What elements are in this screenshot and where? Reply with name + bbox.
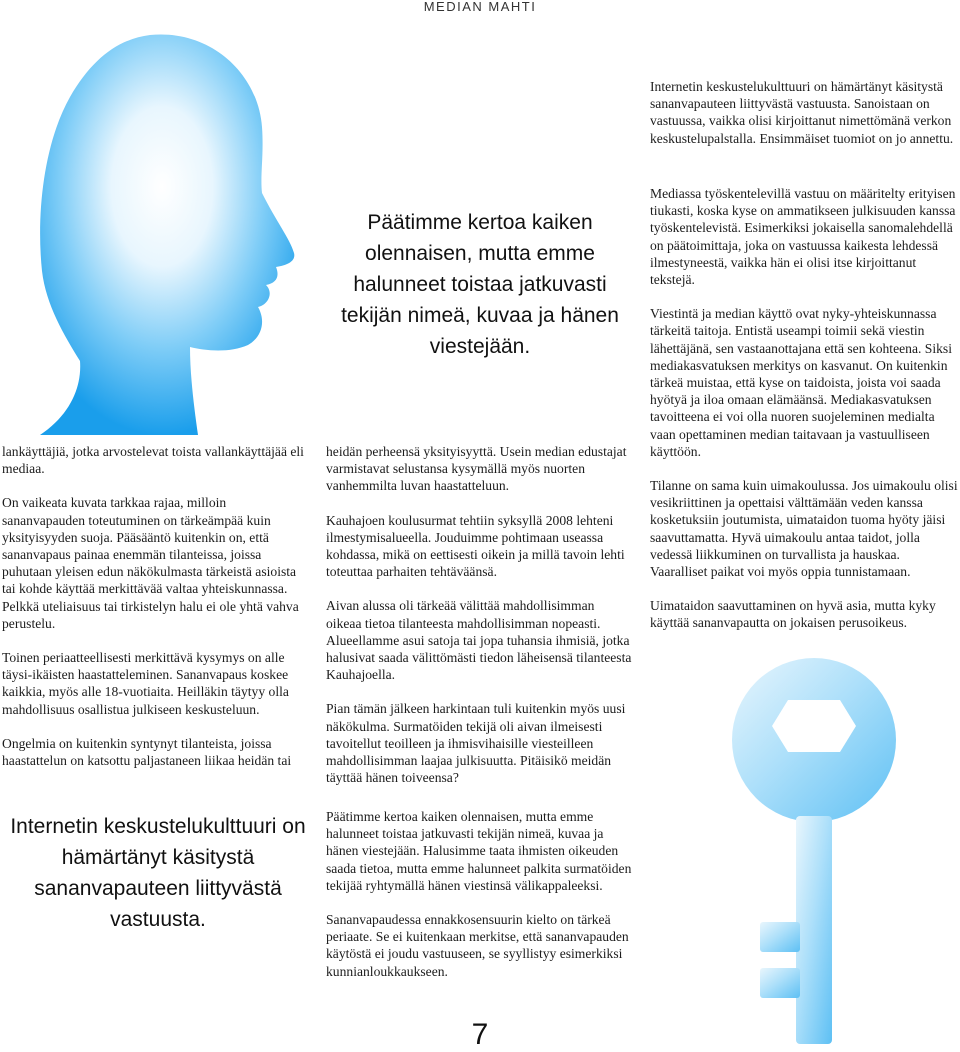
text-column-right-top	[650, 78, 955, 164]
page-number: 7	[471, 1018, 489, 1051]
paragraph: Pian tämän jälkeen harkintaan tuli kuitenkin myös uusi näkökulma. Surmatöiden tekijä oli aivan ilmeisesti tavoitellut teoilleen ja ihmisvihaisille viesteilleen mahdollisimman laajaa julkisuutta. Pitäisikö meidän täyttää hänen toiveensa?	[326, 701, 626, 786]
paragraph: Päätimme kertoa kaiken olennaisen, mutta emme halunneet toistaa jatkuvasti tekijän nimeä, kuvaa ja hänen viestejään. Halusimme taata ihmisten oikeuden saada tietoa, mutta emme halunneet palkita surmatöiden tekijää ryhtymällä hänen viestinsä välikappaleeksi.	[326, 809, 632, 893]
running-header: MEDIAN MAHTI	[423, 0, 537, 14]
paragraph: Sananvapaudessa ennakkosensuurin kielto on tärkeä periaate. Se ei kuitenkaan merkitse, että sananvapauden käytöstä ei joudu vastuuseen, se syyllistyy esimerkiksi kunnianloukkaukseen.	[326, 912, 629, 979]
paragraph: Internetin keskustelukulttuuri on hämärtänyt käsitystä sananvapauteen liittyvästä vastuusta. Sanoistaan on vastuussa, vaikka olisi kirjoittanut nimettömänä verkon keskustelupalstalla. Ensimmäiset tuomiot on jo annettu.	[650, 79, 954, 146]
paragraph: Viestintä ja median käyttö ovat nyky-yhteiskunnassa tärkeitä taitoja. Entistä useampi toimii sekä viestin lähettäjänä, sen vastaanottajana että sen kohteena. Siksi mediakasvatuksen merkitys on kasvanut. On kuitenkin tärkeä muistaa, että kyse on taidoista, joista voi saada hyötyä ja iloa omaan elämäänsä. Mediakasvatuksen tavoitteena ei voi olla nuoren suojeleminen medialta vaan opettaminen median taitavaan ja vastuulliseen käyttöön.	[650, 306, 952, 459]
key-icon	[690, 640, 940, 1050]
paragraph: Tilanne on sama kuin uimakoulussa. Jos uimakoulu olisi vesikriittinen ja opettaisi välttämään veden kanssa kosketuksiin joutumista, uimataidon tuoma hyöty jäisi saavuttamatta. Hyvä uimakoulu antaa taidot, jolla vedessä liikkuminen on turvallista ja hauskaa. Vaaralliset paikat voi myös oppia tunnistamaan.	[650, 478, 958, 580]
text-column-middle	[326, 443, 632, 803]
text-column-right	[650, 185, 958, 649]
paragraph: Aivan alussa oli tärkeää välittää mahdollisimman oikeaa tietoa tilanteesta mahdollisimman nopeasti. Alueellamme asui satoja tai jopa tuhansia ihmisiä, jotka halusivat saada välittömästi tiedon läheisensä tilanteesta Kauhajoella.	[326, 598, 632, 683]
paragraph: lankäyttäjiä, jotka arvostelevat toista vallankäyttäjää eli mediaa.	[2, 444, 304, 477]
head-silhouette-icon	[0, 15, 320, 440]
text-column-left	[2, 443, 307, 786]
paragraph: heidän perheensä yksityisyyttä. Usein median edustajat varmistavat selustansa kysymällä myös nuorten vanhemmilta luvan haastatteluun.	[326, 444, 627, 494]
paragraph: On vaikeata kuvata tarkkaa rajaa, milloin sananvapauden toteutuminen on tärkeämpää kuin yksityisyyden suoja. Pääsääntö kuitenkin on, että sananvapaus painaa enemmän tilanteissa, joissa puhutaan yleisen edun näkökulmasta tärkeistä asioista tai kohde käyttää merkittävää valtaa yhteiskunnassa. Pelkkä uteliaisuus tai tirkistelyn halu ei ole yhtä vahva perustelu.	[2, 495, 299, 631]
paragraph: Ongelmia on kuitenkin syntynyt tilanteista, joissa haastattelun on katsottu paljastaneen liikaa heidän tai	[2, 735, 292, 769]
paragraph: Mediassa työskentelevillä vastuu on määritelty erityisen tiukasti, koska kyse on ammatikseen julkisuuden kanssa työskentelevistä. Esimerkiksi jokaisella sanomalehdellä on päätoimittaja, joka on vastuussa kaikesta lehdessä ilmestyneestä, vaikka hän ei olisi itse kirjoittanut tekstejä.	[650, 186, 956, 288]
pull-quote-middle: Päätimme kertoa kaiken olennaisen, mutta emme halunneet toistaa jatkuvasti tekijän nimeä, kuvaa ja hänen viestejään.	[341, 211, 619, 358]
paragraph: Kauhajoen koulusurmat tehtiin syksyllä 2008 lehteni ilmestymisalueella. Jouduimme pohtimaan useassa kohdassa, mikä on eettisesti oikein ja millä tavoin lehti toteuttaa parhaiten tehtäväänsä.	[326, 512, 625, 580]
pull-quote-left: Internetin keskustelukulttuuri on hämärtänyt käsitystä sananvapauteen liittyvästä vastuusta.	[10, 815, 306, 931]
paragraph: Uimataidon saavuttaminen on hyvä asia, mutta kyky käyttää sananvapautta on jokaisen perusoikeus.	[650, 598, 936, 631]
text-column-middle-bottom	[326, 808, 632, 997]
paragraph: Toinen periaatteellisesti merkittävä kysymys on alle täysi-ikäisten haastatteleminen. Sananvapaus koskee kaikkia, myös alle 18-vuotiaita. Heilläkin täytyy olla mahdollisuus osallistua julkiseen keskusteluun.	[2, 650, 289, 717]
